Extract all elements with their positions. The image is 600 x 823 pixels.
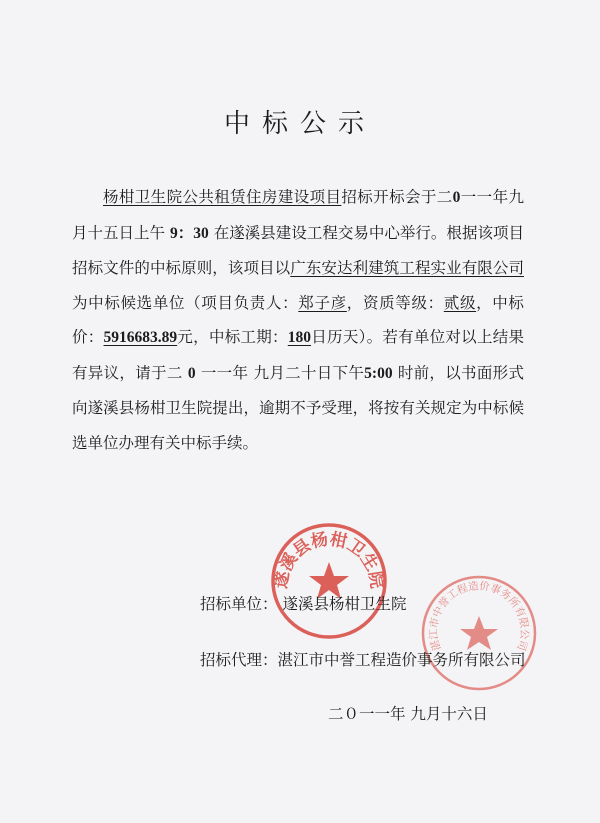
body-text-2: 一一年九月十五日上午 xyxy=(72,188,524,242)
agent-name: 湛江市中誉工程造价事务所有限公司 xyxy=(277,651,526,669)
page-title: 中标公示 xyxy=(223,109,376,139)
body-text-4: 为中标候选单位（项目负责人： xyxy=(72,293,299,312)
project-manager: 郑子彦 xyxy=(298,293,347,312)
body-text-3: 在遂溪县建设工程交易中心举行。根据该项目招标文件的中标原则，该项目以 xyxy=(72,223,524,277)
star-icon xyxy=(460,616,498,650)
agent-label: 招标代理： xyxy=(200,651,278,669)
deadline-time: 5:00 xyxy=(364,364,393,382)
bid-price: 5916683.89 xyxy=(103,329,178,346)
zero-digit-2: 0 xyxy=(187,364,196,382)
agency-seal-text: 湛江市中誉工程造价事务所有限公司 xyxy=(427,580,531,653)
body-text-7: 元，中标工期： xyxy=(177,328,288,346)
construction-days: 180 xyxy=(287,329,312,346)
agent-line xyxy=(200,648,526,670)
tenderer-line xyxy=(200,592,406,614)
zero-digit-1: 0 xyxy=(452,189,461,206)
announcement-body xyxy=(72,180,524,460)
body-text-5: ，资质等级： xyxy=(346,293,444,312)
body-text-8: 日历天）。若有单位对以上结果有异议，请于二 xyxy=(72,328,524,382)
winning-company: 广东安达利建筑工程实业有限公司 xyxy=(290,259,524,277)
body-text-6: ，中标价： xyxy=(72,293,524,346)
body-text-10: 时前，以书面形式向遂溪县杨柑卫生院提出，逾期不予受理，将按有关规定为中标候选单位办理有关中标手续。 xyxy=(72,363,524,452)
open-time: 9：30 xyxy=(170,224,209,242)
agency-seal xyxy=(418,572,540,694)
body-text-9: 一一年 九月二十日下午 xyxy=(200,363,365,382)
qualification-grade: 贰级 xyxy=(443,293,477,312)
hospital-seal xyxy=(268,520,390,642)
body-text-1: 招标开标会于二 xyxy=(341,188,453,206)
tenderer-name: 遂溪县杨柑卫生院 xyxy=(282,595,407,613)
project-name: 杨柑卫生院公共租赁住房建设项目 xyxy=(103,188,342,206)
tenderer-label: 招标单位： xyxy=(200,595,278,613)
signoff-date: 二０一一年 九月十六日 xyxy=(328,705,488,723)
hospital-seal-text: 遂溪县杨柑卫生院 xyxy=(271,529,387,590)
